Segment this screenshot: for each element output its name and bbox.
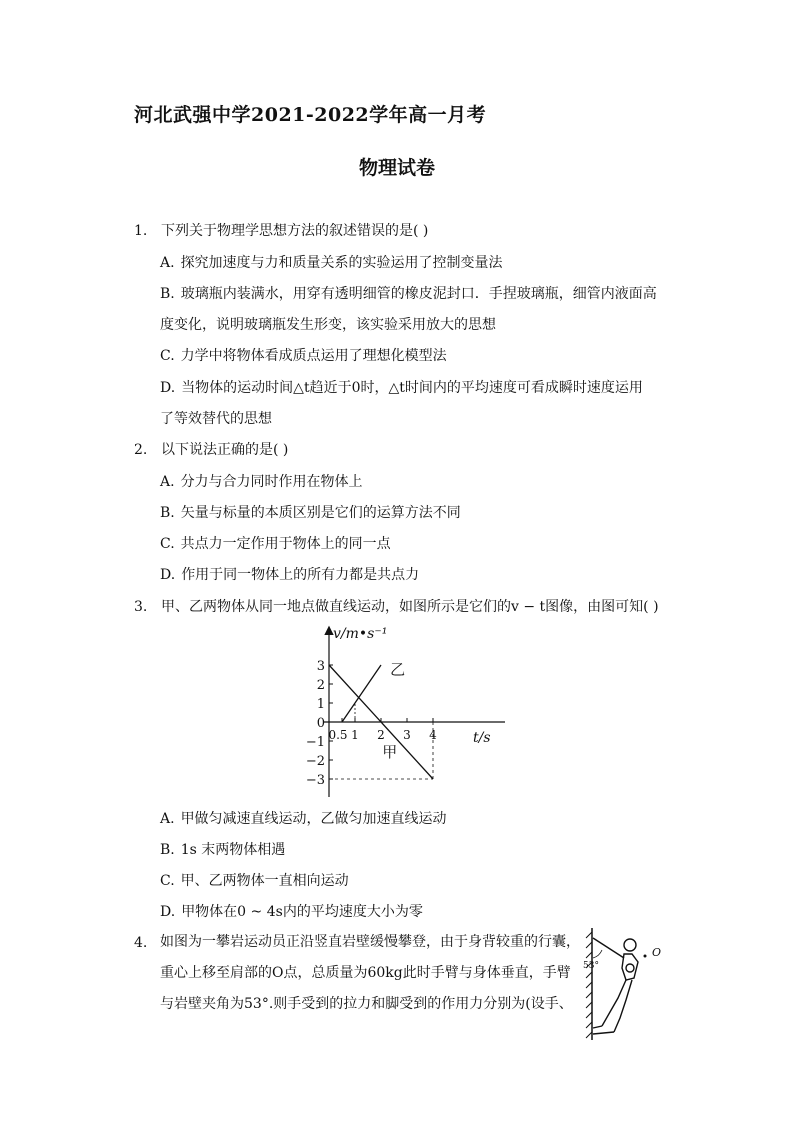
question-stem: 以下说法正确的是( ): [161, 442, 289, 458]
series-line-yi: [342, 665, 381, 722]
option-a: A. 探究加速度与力和质量关系的实验运用了控制变量法: [160, 255, 503, 271]
x-tick-label: 4: [429, 728, 437, 742]
option-c: C. 力学中将物体看成质点运用了理想化模型法: [160, 348, 447, 364]
y-tick-label: 2: [316, 678, 325, 693]
option-c: C. 甲、乙两物体一直相向运动: [160, 873, 349, 889]
y-tick-label: −1: [305, 735, 325, 750]
series-label-yi: 乙: [390, 660, 406, 679]
vt-graph: [295, 620, 505, 804]
climber-body: [593, 938, 638, 1034]
question-4-stem: [160, 927, 578, 1020]
x-tick-label: 1: [351, 728, 359, 742]
question-number: 2.: [134, 442, 148, 458]
y-tick-label: 3: [316, 659, 325, 674]
question-4-line: 重心上移至肩部的O点，总质量为60kg此时手臂与身体垂直，手臂: [160, 965, 571, 981]
page-title: 河北武强中学2021-2022学年高一月考: [134, 104, 487, 126]
rock-wall: [586, 928, 592, 1040]
page-subtitle: 物理试卷: [358, 157, 435, 179]
question-4-line: 如图为一攀岩运动员正沿竖直岩壁缓慢攀登，由于身背较重的行囊，: [160, 934, 580, 950]
y-tick-label: 1: [316, 697, 325, 712]
x-axis-label: t/s: [473, 730, 491, 746]
question-number: 4.: [134, 935, 148, 951]
point-o: [644, 955, 647, 958]
series-label-jia: 甲: [382, 743, 398, 762]
y-tick-label: −2: [305, 754, 325, 769]
option-d-continued: 了等效替代的思想: [160, 411, 272, 427]
question-stem: 甲、乙两物体从同一地点做直线运动，如图所示是它们的v − t图像，由图可知( ): [161, 599, 659, 615]
angle-label: 53°: [583, 961, 599, 971]
option-d: D. 作用于同一物体上的所有力都是共点力: [160, 567, 420, 583]
option-a: A. 分力与合力同时作用在物体上: [160, 474, 363, 490]
angle-arc: [593, 950, 602, 958]
question-number: 1.: [134, 223, 148, 239]
option-a: A. 甲做匀减速直线运动，乙做匀加速直线运动: [160, 811, 447, 827]
y-tick-label: 0: [316, 716, 325, 731]
question-stem: 下列关于物理学思想方法的叙述错误的是( ): [161, 223, 429, 239]
option-b: B. 矢量与标量的本质区别是它们的运算方法不同: [160, 505, 461, 521]
option-b: B. 1s 末两物体相遇: [160, 842, 286, 858]
x-tick-label: 3: [403, 728, 411, 742]
question-number: 3.: [134, 599, 148, 615]
y-tick-label: −3: [305, 773, 325, 788]
option-d: D. 当物体的运动时间△t趋近于0时，△t时间内的平均速度可看成瞬时速度运用: [160, 380, 643, 396]
option-b-continued: 度变化，说明玻璃瓶发生形变，该实验采用放大的思想: [160, 317, 496, 333]
option-b: B. 玻璃瓶内装满水，用穿有透明细管的橡皮泥封口．手捏玻璃瓶，细管内液面高: [160, 286, 657, 302]
point-label: O: [652, 946, 662, 959]
x-tick-label: 2: [377, 728, 385, 742]
climber-figure: [580, 928, 670, 1040]
x-tick-label: 0.5: [328, 728, 348, 742]
option-d: D. 甲物体在0 ~ 4s内的平均速度大小为零: [160, 904, 423, 920]
question-4-line: 与岩壁夹角为53°.则手受到的拉力和脚受到的作用力分别为(设手、: [160, 996, 573, 1012]
y-axis-label: v/m•s⁻¹: [333, 626, 388, 642]
option-c: C. 共点力一定作用于物体上的同一点: [160, 536, 391, 552]
